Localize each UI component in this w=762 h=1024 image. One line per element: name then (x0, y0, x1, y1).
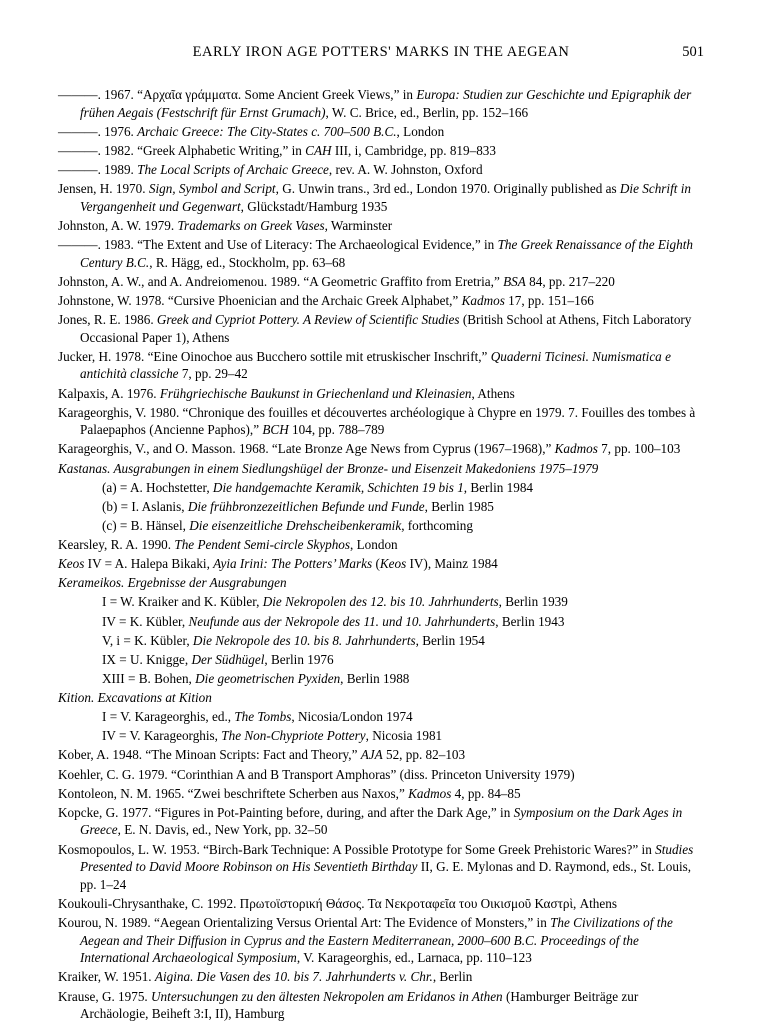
bibliography-entry: ———. 1982. “Greek Alphabetic Writing,” in CAH III, i, Cambridge, pp. 819–833 (58, 142, 496, 158)
bibliography-entry: Jucker, H. 1978. “Eine Oinochoe aus Bucchero sottile mit etruskischer Inschrift,” Quaderni Ticinesi. Numismatica e antichità classiche 7, pp. 29–42 (58, 348, 671, 382)
bibliography-entry: ———. 1983. “The Extent and Use of Literacy: The Archaeological Evidence,” in The Greek Renaissance of the Eighth Century B.C., R. Hägg, ed., Stockholm, pp. 63–68 (58, 237, 694, 270)
bibliography-entry: Kober, A. 1948. “The Minoan Scripts: Fact and Theory,” AJA 52, pp. 82–103 (58, 747, 466, 763)
bibliography-entry: (b) = I. Aslanis, Die frühbronzezeitlichen Befunde und Funde, Berlin 1985 (102, 498, 494, 514)
bibliography-entry: Kastanas. Ausgrabungen in einem Siedlungshügel der Bronze- und Eisenzeit Makedoniens 1975–1979 (58, 460, 599, 476)
bibliography-entry: Koehler, C. G. 1979. “Corinthian A and B Transport Amphoras” (diss. Princeton University 1979) (58, 766, 575, 782)
bibliography-entry: ———. 1976. Archaic Greece: The City-States c. 700–500 B.C., London (58, 123, 445, 139)
bibliography-entry: IV = K. Kübler, Neufunde aus der Nekropole des 11. und 10. Jahrhunderts, Berlin 1943 (102, 613, 565, 629)
bibliography-entry: Kerameikos. Ergebnisse der Ausgrabungen (58, 575, 287, 591)
bibliography-entry: Kraiker, W. 1951. Aigina. Die Vasen des 10. bis 7. Jahrhunderts v. Chr., Berlin (58, 969, 473, 985)
bibliography-entry: Koukouli-Chrysanthake, C. 1992. Πρωτοϊστορική Θάσος. Τα Νεκροταφεῖα του Οικισμοῦ Καστρὶ, Athens (58, 895, 617, 911)
bibliography-entry: (c) = B. Hänsel, Die eisenzeitliche Drehscheibenkeramik, forthcoming (102, 517, 473, 533)
bibliography-entry: Johnston, A. W. 1979. Trademarks on Greek Vases, Warminster (58, 217, 393, 233)
bibliography-entry: (a) = A. Hochstetter, Die handgemachte Keramik, Schichten 19 bis 1, Berlin 1984 (102, 479, 534, 495)
page-header (58, 44, 704, 64)
bibliography-entry: Jensen, H. 1970. Sign, Symbol and Script, G. Unwin trans., 3rd ed., London 1970. Originally published as Die Schrift in Vergangenheit und Gegenwart, Glückstadt/Hamburg 1935 (58, 181, 691, 214)
bibliography-entry: Johnstone, W. 1978. “Cursive Phoenician and the Archaic Greek Alphabet,” Kadmos 17, pp. 151–166 (58, 292, 594, 308)
bibliography-list (58, 86, 704, 1023)
bibliography-entry: Kourou, N. 1989. “Aegean Orientalizing Versus Oriental Art: The Evidence of Monsters,” in The Civilizations of the Aegean and Their Diffusion in Cyprus and the Eastern Mediterranean, 2000–600 B.C. Proceedings of the International Archaeological Symposium, V. Karageorghis, ed., Larnaca, pp. 110–123 (58, 915, 673, 966)
bibliography-entry: ———. 1989. The Local Scripts of Archaic Greece, rev. A. W. Johnston, Oxford (58, 162, 483, 177)
bibliography-entry: XIII = B. Bohen, Die geometrischen Pyxiden, Berlin 1988 (102, 670, 410, 686)
bibliography-entry: Krause, G. 1975. Untersuchungen zu den ältesten Nekropolen am Eridanos in Athen (Hamburger Beiträge zur Archäologie, Beiheft 3:I, II), Hamburg (58, 988, 639, 1022)
bibliography-entry: Kearsley, R. A. 1990. The Pendent Semi-circle Skyphos, London (58, 537, 398, 552)
bibliography-entry: Jones, R. E. 1986. Greek and Cypriot Pottery. A Review of Scientific Studies (British School at Athens, Fitch Laboratory Occasional Paper 1), Athens (58, 312, 692, 345)
bibliography-entry: I = V. Karageorghis, ed., The Tombs, Nicosia/London 1974 (102, 709, 413, 725)
bibliography-entry: ———. 1967. “Αρχαῖα γράμματα. Some Ancient Greek Views,” in Europa: Studien zur Geschichte und Epigraphik der frühen Aegais (Festschrift für Ernst Grumach), W. C. Brice, ed., Berlin, pp. 152–166 (58, 87, 692, 120)
page-number: 501 (682, 44, 704, 60)
bibliography-entry: IV = V. Karageorghis, The Non-Chypriote Pottery, Nicosia 1981 (102, 728, 443, 744)
bibliography-entry: IX = U. Knigge, Der Südhügel, Berlin 1976 (102, 651, 334, 667)
bibliography-entry: V, i = K. Kübler, Die Nekropole des 10. bis 8. Jahrhunderts, Berlin 1954 (102, 632, 485, 648)
bibliography-entry: Kalpaxis, A. 1976. Frühgriechische Baukunst in Griechenland und Kleinasien, Athens (58, 385, 515, 401)
running-title: EARLY IRON AGE POTTERS' MARKS IN THE AEGEAN (192, 44, 570, 60)
bibliography-entry: Johnston, A. W., and A. Andreiomenou. 1989. “A Geometric Graffito from Eretria,” BSA 84, pp. 217–220 (58, 273, 615, 289)
bibliography-entry: Karageorghis, V., and O. Masson. 1968. “Late Bronze Age News from Cyprus (1967–1968),” Kadmos 7, pp. 100–103 (58, 441, 681, 457)
bibliography-entry: Keos IV = A. Halepa Bikaki, Ayia Irini: The Potters’ Marks (Keos IV), Mainz 1984 (58, 556, 498, 572)
bibliography-entry: Kosmopoulos, L. W. 1953. “Birch-Bark Technique: A Possible Prototype for Some Greek Prehistoric Wares?” in Studies Presented to David Moore Robinson on His Seventieth Birthday II, G. E. Mylonas and D. Raymond, eds., St. Louis, pp. 1–24 (58, 841, 694, 892)
bibliography-entry: I = W. Kraiker and K. Kübler, Die Nekropolen des 12. bis 10. Jahrhunderts, Berlin 1939 (102, 594, 568, 610)
bibliography-entry: Karageorghis, V. 1980. “Chronique des fouilles et découvertes archéologique à Chypre en 1979. 7. Fouilles des tombes à Palaepaphos (Ancienne Paphos),” BCH 104, pp. 788–789 (58, 404, 696, 438)
bibliography-entry: Kontoleon, N. M. 1965. “Zwei beschriftete Scherben aus Naxos,” Kadmos 4, pp. 84–85 (58, 785, 521, 801)
bibliography-entry: Kition. Excavations at Kition (58, 690, 212, 705)
bibliography-entry: Kopcke, G. 1977. “Figures in Pot-Painting before, during, and after the Dark Age,” in Symposium on the Dark Ages in Greece, E. N. Davis, ed., New York, pp. 32–50 (58, 804, 683, 838)
